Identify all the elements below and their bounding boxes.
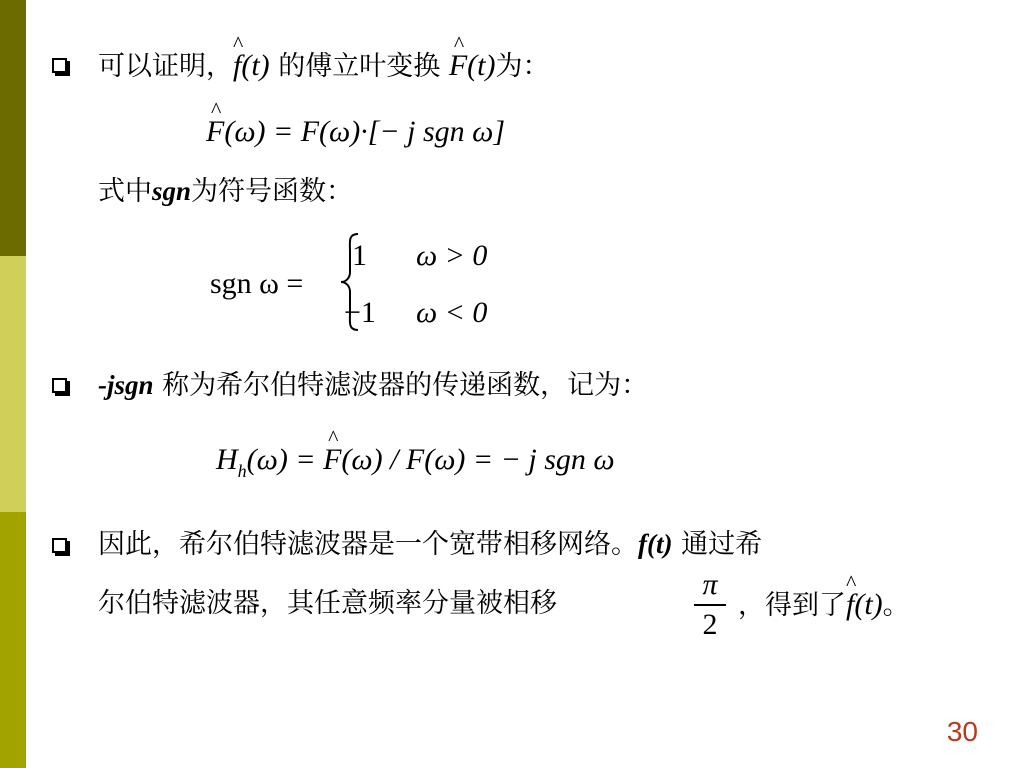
bullet3-text-a: 因此，希尔伯特滤波器是一个宽带相移网络。 (98, 529, 638, 560)
t-argument-2: (t) (467, 49, 496, 82)
bullet3-line2-a: 尔伯特滤波器，其任意频率分量被相移 (98, 588, 557, 619)
line2-text-b: 为符号函数： (191, 176, 354, 207)
H-symbol: H (216, 443, 238, 476)
bullet3-text-c: ，得到了 (738, 590, 846, 621)
t-argument: (t) (241, 49, 270, 82)
bullet1-text-c: 为： (495, 51, 550, 82)
bullet2-text (98, 368, 648, 403)
checkbox-icon (52, 538, 67, 553)
pi-over-2-fraction (694, 568, 726, 642)
case2-condition: ω < 0 (416, 296, 488, 329)
line2-text-a: 式中 (98, 176, 152, 207)
case1-value: 1 (352, 239, 367, 272)
fraction-line (694, 604, 726, 606)
f-of-t: f(t) (638, 529, 673, 559)
page-number: 30 (946, 716, 978, 747)
f-hat-symbol: ^ f (233, 48, 241, 84)
eq2-rhs: (ω) / F(ω) = − j sgn ω (341, 443, 615, 476)
eq1-F-hat: ^ F (206, 114, 224, 150)
bullet2-description: 称为希尔伯特滤波器的传递函数，记为： (153, 370, 649, 401)
f-hat-symbol-2: ^ f (846, 587, 854, 623)
case1-condition: ω > 0 (416, 239, 488, 272)
sgn-term: sgn (152, 176, 192, 206)
eq2-F-hat: ^ F (323, 442, 341, 478)
bullet3-line2-b (738, 587, 910, 623)
sidebar-stripe-top (0, 0, 26, 256)
sgn-lhs: sgn ω = (210, 267, 304, 300)
sidebar-stripe-bottom (0, 512, 26, 768)
bullet1-text-b: 的傅立叶变换 (269, 51, 449, 82)
equation-transfer-function (216, 442, 615, 489)
jsgn-term: -jsgn (98, 370, 154, 400)
bullet1-line1 (98, 48, 550, 84)
sidebar-stripe-middle (0, 256, 26, 512)
bullet3-text-d: 。 (882, 590, 910, 621)
bullet3-line1 (98, 527, 762, 562)
fraction-numerator: π (702, 568, 718, 601)
bullet1-text-a: 可以证明， (98, 51, 233, 82)
h-subscript: h (237, 461, 247, 481)
fraction-denominator: 2 (702, 607, 718, 641)
bullet3-text-b: 通过希 (672, 529, 763, 560)
eq1-rhs: (ω) = F(ω)·[− j sgn ω] (224, 115, 506, 148)
case2-value: −1 (344, 296, 376, 329)
eq2-mid: (ω) = (246, 443, 324, 476)
checkbox-icon (52, 58, 67, 73)
F-hat-symbol: ^ F (449, 48, 467, 84)
bullet1-line2 (98, 174, 353, 209)
t-argument-3: (t) (854, 588, 883, 621)
equation-hilbert-spectrum (206, 114, 505, 150)
checkbox-icon (52, 378, 67, 393)
